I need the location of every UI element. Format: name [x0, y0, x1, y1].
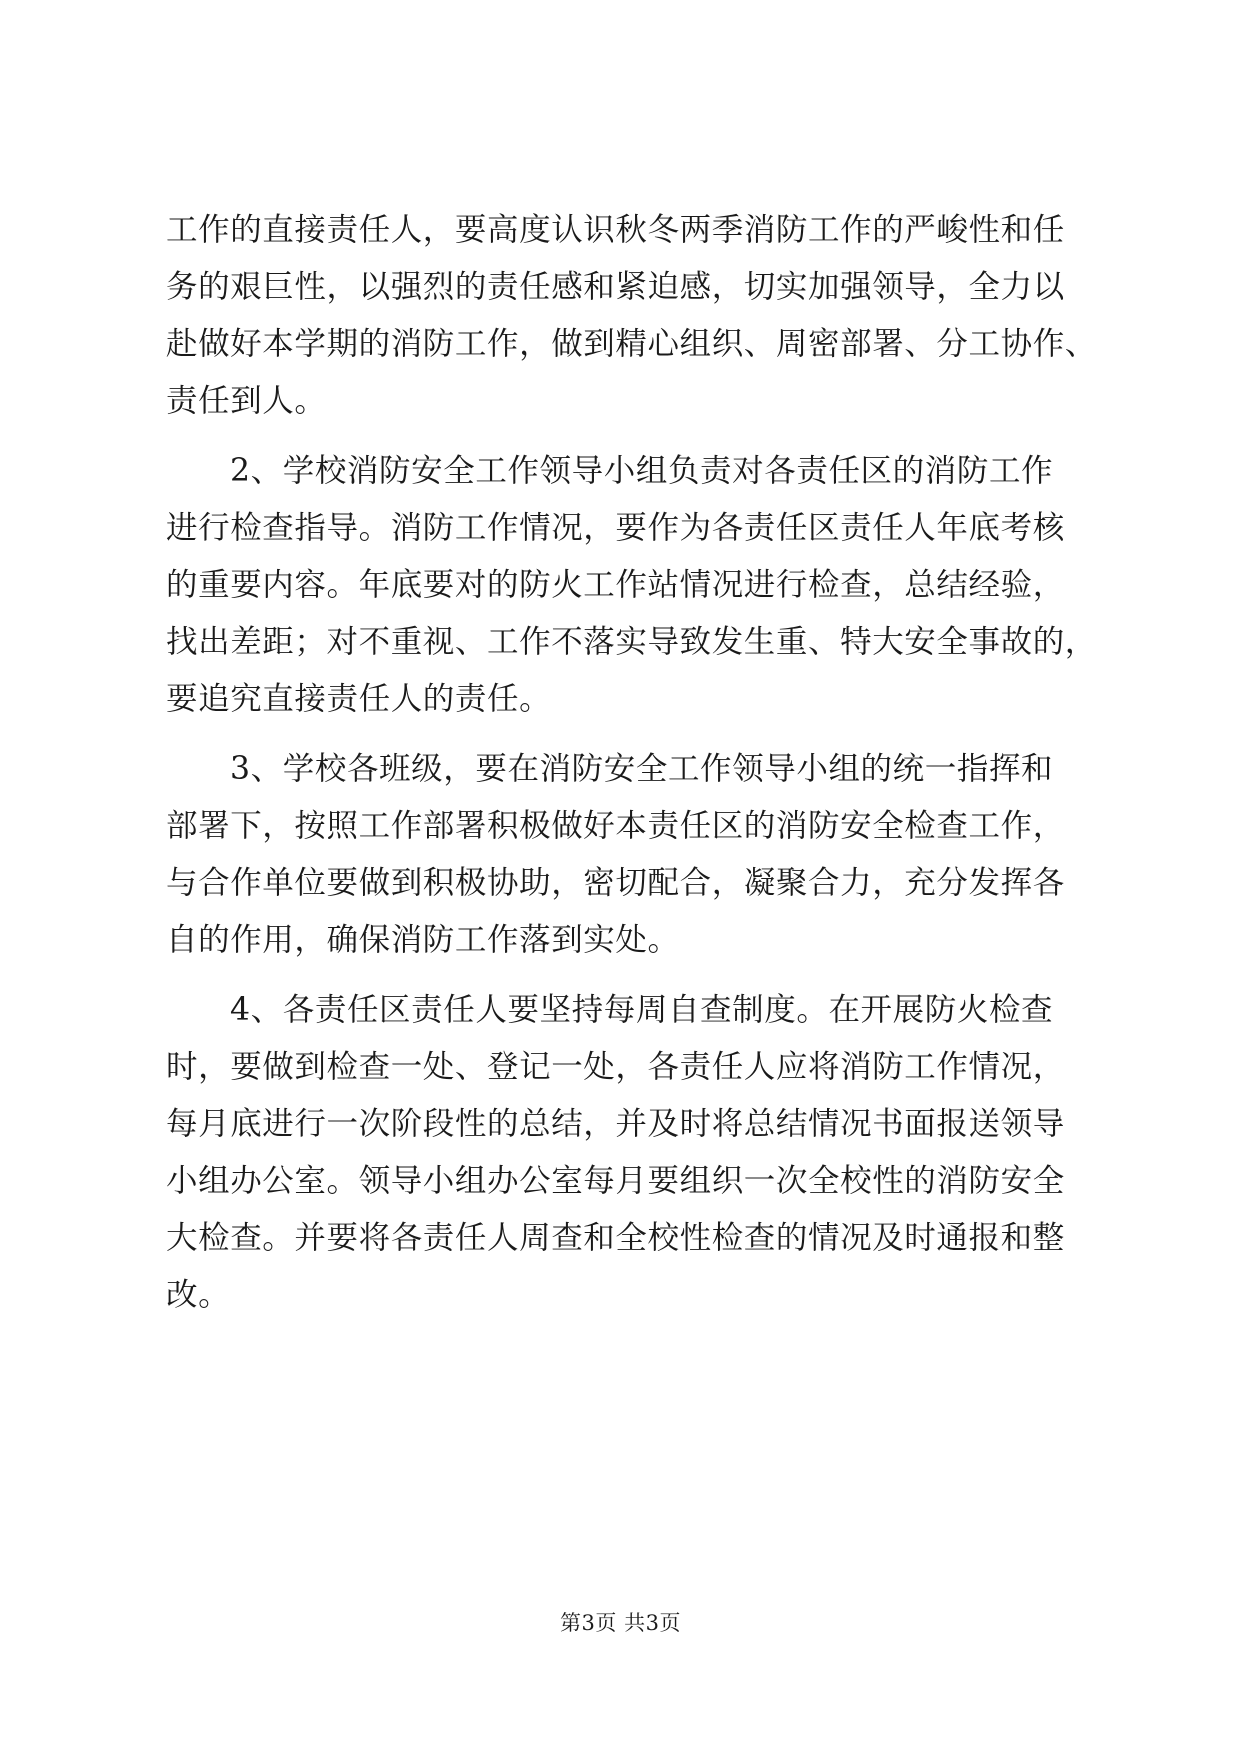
text-line: 责任到人。 [166, 383, 327, 419]
text-line: 部署下，按照工作部署积极做好本责任区的消防安全检查工作， [166, 808, 1065, 844]
text-line: 时，要做到检查一处、登记一处，各责任人应将消防工作情况， [166, 1049, 1065, 1085]
page-number-footer: 第3页 共3页 [560, 1611, 681, 1635]
text-line: 大检查。并要将各责任人周查和全校性检查的情况及时通报和整 [166, 1220, 1065, 1256]
text-line: 每月底进行一次阶段性的总结，并及时将总结情况书面报送领导 [166, 1106, 1065, 1142]
paragraph-3-first-line: 3、学校各班级，要在消防安全工作领导小组的统一指挥和 [230, 751, 1054, 787]
text-line: 要追究直接责任人的责任。 [166, 681, 552, 717]
text-line: 找出差距；对不重视、工作不落实导致发生重、特大安全事故的， [166, 624, 1097, 660]
text-line: 小组办公室。领导小组办公室每月要组织一次全校性的消防安全 [166, 1163, 1065, 1199]
text-line: 自的作用，确保消防工作落到实处。 [166, 922, 680, 958]
text-line: 改。 [166, 1277, 231, 1313]
text-line: 务的艰巨性，以强烈的责任感和紧迫感，切实加强领导，全力以 [166, 269, 1065, 305]
paragraph-2-first-line: 2、学校消防安全工作领导小组负责对各责任区的消防工作 [230, 453, 1054, 489]
paragraph-4-first-line: 4、各责任区责任人要坚持每周自查制度。在开展防火检查 [230, 992, 1054, 1028]
text-line: 工作的直接责任人，要高度认识秋冬两季消防工作的严峻性和任 [166, 212, 1065, 248]
text-line: 赴做好本学期的消防工作，做到精心组织、周密部署、分工协作、 [166, 326, 1097, 362]
text-line: 进行检查指导。消防工作情况，要作为各责任区责任人年底考核 [166, 510, 1065, 546]
text-line: 的重要内容。年底要对的防火工作站情况进行检查，总结经验， [166, 567, 1065, 603]
text-line: 与合作单位要做到积极协助，密切配合，凝聚合力，充分发挥各 [166, 865, 1065, 901]
